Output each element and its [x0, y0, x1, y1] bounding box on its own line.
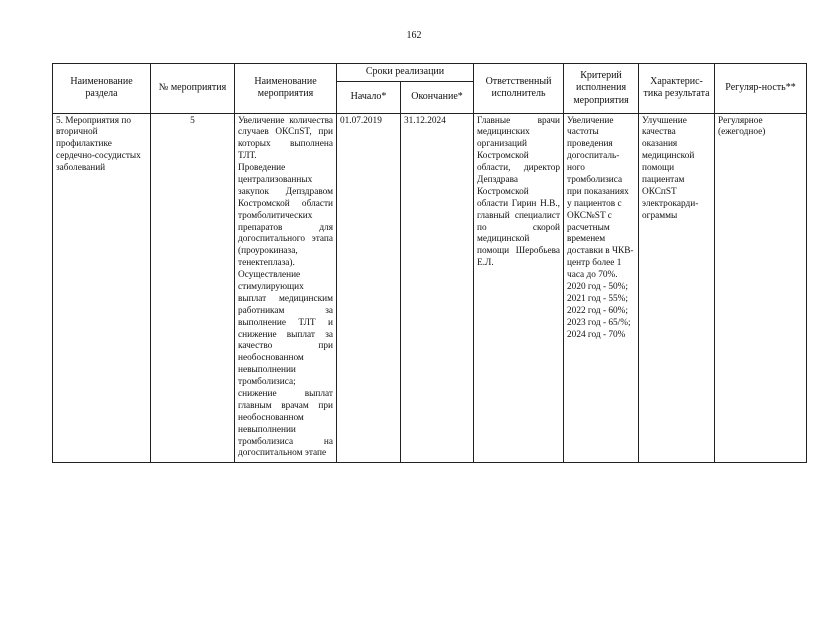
cell-responsible: Главные врачи медицинских организаций Костромской области, директор Депздрава Костромской области Гирин Н.В., главный специалист по скорой медицинской помощи Шеробьева Е.Л. [474, 113, 564, 463]
header-regularity: Регуляр-ность** [715, 64, 807, 114]
header-activity-number: № мероприятия [151, 64, 235, 114]
cell-regularity: Регулярное (ежегодное) [715, 113, 807, 463]
cell-criterion: Увеличение частоты проведения догоспиталь-ного тромболизиса при показаниях у пациентов с ОКС№ST с расчетным временем доставки в ЧКВ-центр более 1 часа до 70%. 2020 год - 50%; 2021 год - 55%; 2022 год - 60%; 2023 год - 65/%; 2024 год - 70% [564, 113, 639, 463]
header-section-name: Наименование раздела [53, 64, 151, 114]
activities-table [52, 63, 807, 463]
header-timeframe: Сроки реализации [337, 64, 474, 82]
cell-activity-number: 5 [151, 113, 235, 463]
header-start: Начало* [337, 81, 401, 113]
header-result: Характерис-тика результата [639, 64, 715, 114]
cell-end: 31.12.2024 [401, 113, 474, 463]
page-number: 162 [406, 30, 422, 41]
table-row [53, 113, 807, 463]
header-responsible: Ответственный исполнитель [474, 64, 564, 114]
header-criterion: Критерий исполнения мероприятия [564, 64, 639, 114]
cell-result: Улучшение качества оказания медицинской помощи пациентам ОКСпST электрокарди-ограммы [639, 113, 715, 463]
cell-activity-name: Увеличение количества случаев ОКСпST, при которых выполнена ТЛТ. Проведение централизованных закупок Депздравом Костромской области тромболитических препаратов для догоспитального этапа (проурокиназа, тенектеплаза). Осуществление стимулирующих выплат медицинским работникам за выполнение ТЛТ и снижение выплат за качество при необоснованном невыполнении тромболизиса; снижение выплат главным врачам при необоснованном невыполнении тромболизиса на догоспитальном этапе [235, 113, 337, 463]
cell-section-name: 5. Мероприятия по вторичной профилактике сердечно-сосудистых заболеваний [53, 113, 151, 463]
header-end: Окончание* [401, 81, 474, 113]
header-activity-name: Наименование мероприятия [235, 64, 337, 114]
cell-start: 01.07.2019 [337, 113, 401, 463]
